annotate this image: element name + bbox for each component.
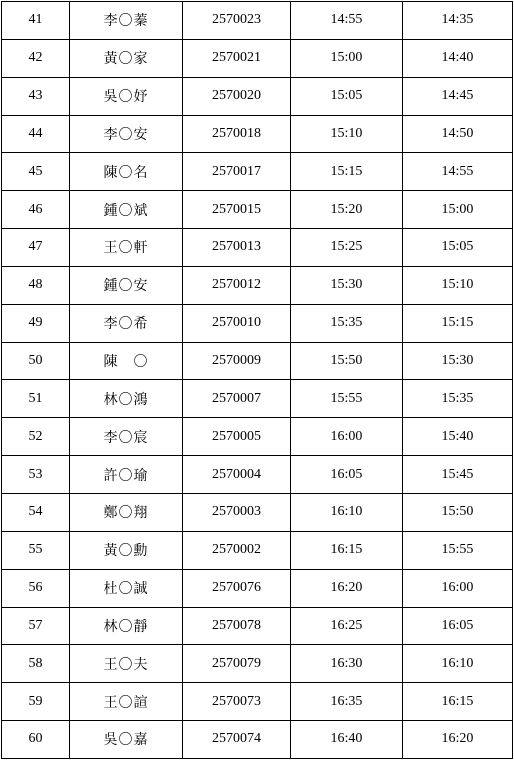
name-cell: 王〇夫 [70,645,183,683]
time1-cell: 15:00 [291,39,403,77]
name-cell: 黃〇勳 [70,531,183,569]
id-cell: 2570073 [183,683,291,721]
row-number-cell: 59 [2,683,70,721]
time1-cell: 16:05 [291,456,403,494]
id-cell: 2570013 [183,229,291,267]
row-number-cell: 43 [2,77,70,115]
time1-cell: 16:25 [291,607,403,645]
table-row [2,645,513,683]
time1-cell: 16:00 [291,418,403,456]
table-row [2,607,513,645]
row-number-cell: 41 [2,2,70,40]
id-cell: 2570005 [183,418,291,456]
row-number-cell: 54 [2,493,70,531]
row-number-cell: 55 [2,531,70,569]
time1-cell: 15:50 [291,342,403,380]
name-cell: 許〇瑜 [70,456,183,494]
row-number-cell: 44 [2,115,70,153]
name-cell: 李〇宸 [70,418,183,456]
time1-cell: 15:15 [291,153,403,191]
time2-cell: 15:05 [403,229,513,267]
time2-cell: 14:40 [403,39,513,77]
time2-cell: 15:30 [403,342,513,380]
row-number-cell: 53 [2,456,70,494]
table-row [2,418,513,456]
time1-cell: 15:10 [291,115,403,153]
id-cell: 2570010 [183,304,291,342]
name-cell: 李〇希 [70,304,183,342]
row-number-cell: 60 [2,721,70,759]
table-row [2,153,513,191]
table-row [2,380,513,418]
time2-cell: 16:15 [403,683,513,721]
id-cell: 2570002 [183,531,291,569]
time1-cell: 15:30 [291,266,403,304]
name-cell: 鍾〇斌 [70,191,183,229]
table-row [2,569,513,607]
time1-cell: 15:20 [291,191,403,229]
table-row [2,721,513,759]
time1-cell: 16:20 [291,569,403,607]
time1-cell: 16:30 [291,645,403,683]
id-cell: 2570007 [183,380,291,418]
id-cell: 2570003 [183,493,291,531]
name-cell: 吳〇妤 [70,77,183,115]
time1-cell: 16:10 [291,493,403,531]
row-number-cell: 57 [2,607,70,645]
schedule-table [1,1,513,759]
row-number-cell: 51 [2,380,70,418]
id-cell: 2570004 [183,456,291,494]
time1-cell: 15:05 [291,77,403,115]
time2-cell: 15:55 [403,531,513,569]
id-cell: 2570015 [183,191,291,229]
id-cell: 2570018 [183,115,291,153]
time2-cell: 16:05 [403,607,513,645]
table-row [2,229,513,267]
time2-cell: 16:10 [403,645,513,683]
table-row [2,342,513,380]
row-number-cell: 50 [2,342,70,380]
row-number-cell: 56 [2,569,70,607]
time2-cell: 15:50 [403,493,513,531]
table-row [2,2,513,40]
table-row [2,39,513,77]
time2-cell: 15:35 [403,380,513,418]
schedule-table-body [2,2,513,759]
time2-cell: 15:00 [403,191,513,229]
table-row [2,531,513,569]
row-number-cell: 52 [2,418,70,456]
name-cell: 李〇蓁 [70,2,183,40]
time2-cell: 14:35 [403,2,513,40]
time1-cell: 15:55 [291,380,403,418]
time2-cell: 15:40 [403,418,513,456]
time1-cell: 15:35 [291,304,403,342]
time2-cell: 15:10 [403,266,513,304]
id-cell: 2570023 [183,2,291,40]
id-cell: 2570020 [183,77,291,115]
name-cell: 王〇軒 [70,229,183,267]
time2-cell: 15:15 [403,304,513,342]
table-row [2,191,513,229]
id-cell: 2570079 [183,645,291,683]
name-cell: 林〇靜 [70,607,183,645]
row-number-cell: 49 [2,304,70,342]
name-cell: 陳〇名 [70,153,183,191]
name-cell: 黃〇家 [70,39,183,77]
time2-cell: 15:45 [403,456,513,494]
table-row [2,493,513,531]
row-number-cell: 48 [2,266,70,304]
id-cell: 2570021 [183,39,291,77]
row-number-cell: 46 [2,191,70,229]
time2-cell: 16:20 [403,721,513,759]
table-row [2,304,513,342]
row-number-cell: 45 [2,153,70,191]
id-cell: 2570074 [183,721,291,759]
name-cell: 鍾〇安 [70,266,183,304]
name-cell: 李〇安 [70,115,183,153]
time1-cell: 16:15 [291,531,403,569]
name-cell: 吳〇嘉 [70,721,183,759]
time1-cell: 15:25 [291,229,403,267]
name-cell: 陳 〇 [70,342,183,380]
id-cell: 2570009 [183,342,291,380]
time1-cell: 16:35 [291,683,403,721]
time2-cell: 16:00 [403,569,513,607]
id-cell: 2570012 [183,266,291,304]
id-cell: 2570076 [183,569,291,607]
id-cell: 2570078 [183,607,291,645]
time1-cell: 14:55 [291,2,403,40]
name-cell: 王〇諠 [70,683,183,721]
row-number-cell: 58 [2,645,70,683]
name-cell: 杜〇誠 [70,569,183,607]
id-cell: 2570017 [183,153,291,191]
table-row [2,456,513,494]
row-number-cell: 42 [2,39,70,77]
name-cell: 鄭〇翔 [70,493,183,531]
table-row [2,115,513,153]
table-row [2,266,513,304]
time2-cell: 14:50 [403,115,513,153]
row-number-cell: 47 [2,229,70,267]
table-row [2,683,513,721]
time1-cell: 16:40 [291,721,403,759]
time2-cell: 14:45 [403,77,513,115]
name-cell: 林〇鴻 [70,380,183,418]
time2-cell: 14:55 [403,153,513,191]
table-row [2,77,513,115]
